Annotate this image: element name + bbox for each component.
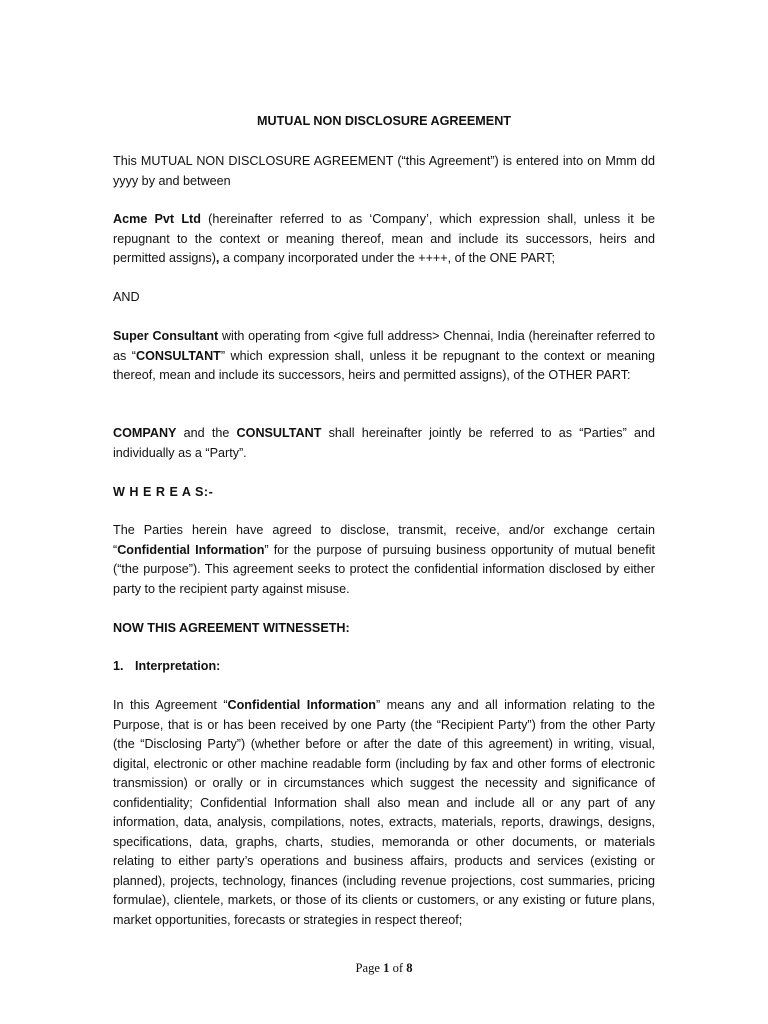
interpretation-text-b: ” means any and all information relating to the Purpose, that is or has been received by one Party (the “Recipient Party”) from the other Party (the “Disclosing Party”) (whether before or after the date of this agreement) in writing, visual, digital, electronic or other machine readable form (including by fax and other forms of electronic transmission) or orally or in circumstances which suggest the necessity and significance of confidentiality; Confidential Information shall also mean and include all or any part of any information, data, analysis, compilations, notes, extracts, materials, reports, drawings, designs, specifications, data, graphs, charts, studies, memoranda or other documents, or materials relating to either party’s operations and business affairs, products and services (existing or planned), projects, technology, finances (including revenue projections, cost summaries, pricing formulae), clientele, markets, or those of its clients or customers, or any existing or future plans, market opportunities, forecasts or strategies in respect thereof; xyxy=(113,698,655,927)
company-party-paragraph xyxy=(113,210,655,269)
confidential-information-term: Confidential Information xyxy=(117,542,265,557)
consultant-party-paragraph xyxy=(113,327,655,386)
and-label: AND xyxy=(113,290,140,304)
company-party-comma: , xyxy=(215,251,220,265)
interpretation-text-a: In this Agreement “ xyxy=(113,698,228,712)
section-1-number: 1. xyxy=(113,659,124,673)
footer-of-word: of xyxy=(389,961,407,975)
page-footer xyxy=(0,961,768,976)
document-title: MUTUAL NON DISCLOSURE AGREEMENT xyxy=(257,114,511,128)
company-name: Acme Pvt Ltd xyxy=(113,212,201,226)
consultant-term: CONSULTANT xyxy=(135,348,221,363)
footer-current-page: 1 xyxy=(383,961,390,975)
company-party-text-b: a company incorporated under the ++++, of the ONE PART; xyxy=(219,251,555,265)
intro-paragraph xyxy=(113,152,655,191)
consultant-party-text-b: ” which expression shall, unless it be repugnant to the context or meaning thereof, mean and include its successors, heirs and permitted assigns), of the OTHER PART: xyxy=(113,348,655,382)
parties-paragraph xyxy=(113,424,655,463)
parties-consultant-term: CONSULTANT xyxy=(236,426,322,440)
section-1-title: Interpretation: xyxy=(135,659,221,673)
whereas-heading: W H E R E A S:- xyxy=(113,485,214,499)
whereas-text-a: The Parties herein have agreed to disclose, transmit, receive, and/or exchange certain “ xyxy=(113,523,655,557)
witnesseth-heading: NOW THIS AGREEMENT WITNESSETH: xyxy=(113,621,350,635)
interpretation-paragraph xyxy=(113,696,655,930)
company-party-text-a: (hereinafter referred to as ‘Company’, which expression shall, unless it be repugnant to the context or meaning thereof, mean and include its successors, heirs and permitted assigns) xyxy=(113,212,655,265)
footer-total-pages: 8 xyxy=(406,961,413,975)
intro-text: This MUTUAL NON DISCLOSURE AGREEMENT (“this Agreement”) is entered into on Mmm dd yyyy by and between xyxy=(113,154,655,188)
interpretation-term: Confidential Information xyxy=(227,698,376,712)
section-1-heading xyxy=(113,657,655,677)
company-term: COMPANY xyxy=(113,426,177,440)
consultant-party-text-a: with operating from <give full address> Chennai, India (hereinafter referred to as “ xyxy=(113,329,655,363)
whereas-paragraph xyxy=(113,521,655,599)
whereas-text-b: ” for the purpose of pursuing business opportunity of mutual benefit (“the purpose”). This agreement seeks to protect the confidential information disclosed by either party to the recipient party against misuse. xyxy=(113,542,655,596)
consultant-name: Super Consultant xyxy=(113,329,219,343)
parties-text-b: shall hereinafter jointly be referred to as “Parties” and individually as a “Party”. xyxy=(113,426,655,460)
footer-page-word: Page xyxy=(355,961,384,975)
parties-text-a: and the xyxy=(176,426,237,440)
